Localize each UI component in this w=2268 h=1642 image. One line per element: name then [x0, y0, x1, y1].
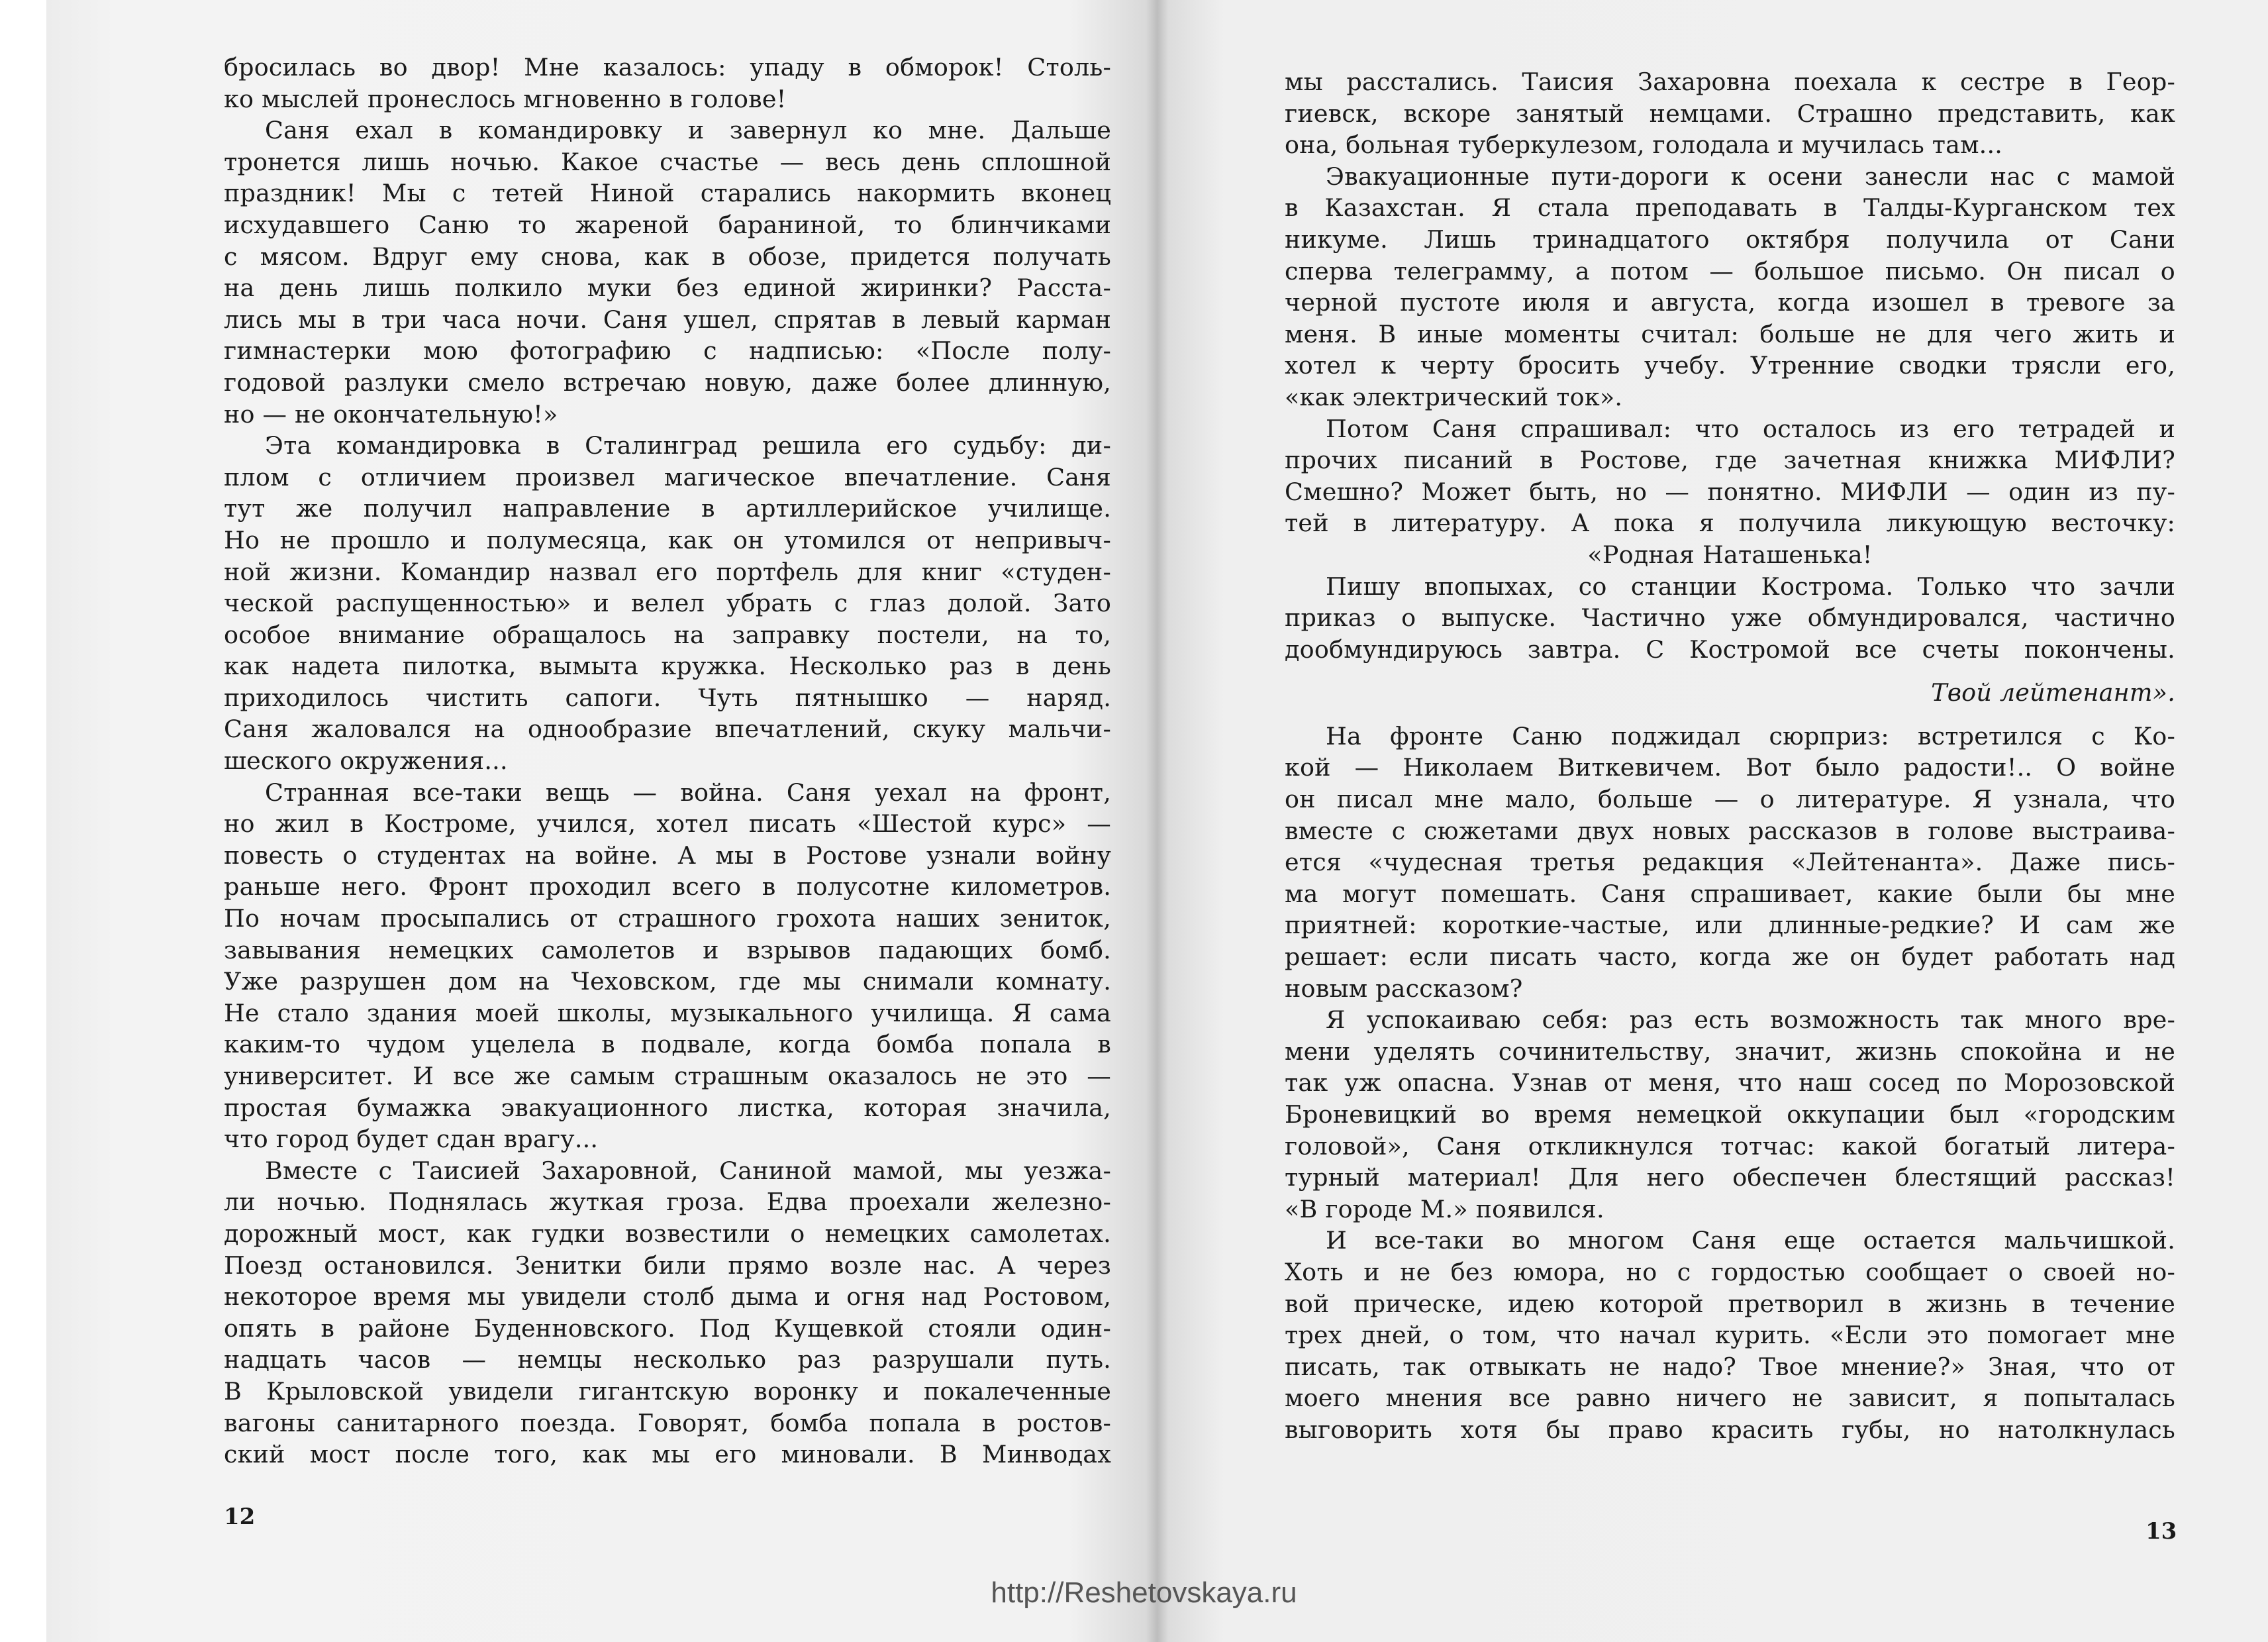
watermark-url[interactable]: http://Reshetovskaya.ru — [991, 1576, 1297, 1609]
text-line: Пишу впопыхах, со станции Кострома. Только что зачли — [1326, 572, 2175, 601]
text-line: новым рассказом? — [1285, 974, 1523, 1003]
text-line: исхудавшего Саню то жареной бараниной, то блинчиками — [224, 210, 1111, 239]
text-line: так уж опасна. Узнав от меня, что наш сосед по Морозовской — [1285, 1068, 2175, 1098]
text-line: никуме. Лишь тринадцатого октября получила от Сани — [1285, 225, 2175, 254]
text-line: простая бумажка эвакуационного листка, которая значила, — [224, 1093, 1111, 1122]
text-line: гимнастерки мою фотографию с надписью: «После полу- — [224, 336, 1111, 366]
text-line: Не стало здания моей школы, музыкального училища. Я сама — [224, 998, 1111, 1027]
text-line: особое внимание обращалось на заправку постели, на то, — [224, 620, 1111, 649]
text-line: трех дней, о том, что начал курить. «Если это помогает мне — [1285, 1321, 2175, 1350]
text-line: с мясом. Вдруг ему снова, как в обозе, придется получать — [224, 242, 1111, 271]
text-line: надцать часов — немцы несколько раз разрушали путь. — [224, 1345, 1111, 1374]
text-line: в Казахстан. Я стала преподавать в Талды-Курганском тех — [1285, 193, 2175, 223]
text-line: Саня ехал в командировку и завернул ко мне. Дальше — [265, 116, 1111, 145]
text-line: приходилось чистить сапоги. Чуть пятнышко — наряд. — [224, 683, 1111, 712]
text-line: меня. В иные моменты считал: больше не для чего жить и — [1285, 319, 2175, 348]
right-page — [1285, 66, 2175, 1446]
text-line: головой», Саня откликнулся тотчас: какой богатый литера- — [1285, 1131, 2175, 1160]
text-line: тронется лишь ночью. Какое счастье — весь день сплошной — [224, 147, 1111, 176]
page-number-left: 12 — [224, 1504, 256, 1530]
text-line: выговорить хотя бы право красить губы, но натолкнулась — [1285, 1415, 2175, 1444]
text-line: лись мы в три часа ночи. Саня ушел, спрятав в левый карман — [224, 305, 1111, 334]
text-line: некоторое время мы увидели столб дыма и огня над Ростовом, — [224, 1282, 1111, 1311]
text-line: как надета пилотка, вымыта кружка. Несколько раз в день — [224, 652, 1111, 681]
text-line: но жил в Костроме, учился, хотел писать «Шестой курс» — — [224, 809, 1111, 839]
text-line: В Крыловской увидели гигантскую воронку и покалеченные — [224, 1376, 1111, 1406]
text-line: завывания немецких самолетов и взрывов падающих бомб. — [224, 935, 1111, 964]
text-line: бросилась во двор! Мне казалось: упаду в обморок! Столь- — [224, 53, 1111, 81]
text-line: тут же получил направление в артиллерийское училище. — [224, 494, 1111, 523]
text-line: «В городе М.» появился. — [1285, 1194, 1604, 1223]
text-line: дообмундируюсь завтра. С Костромой все счеты покончены. — [1285, 635, 2175, 664]
text-line: писать, так отвыкать не надо? Твое мнение?» Зная, что от — [1285, 1352, 2175, 1381]
text-line: решает: если писать часто, когда же он будет работать над — [1285, 943, 2175, 972]
text-line: мы расстались. Таисия Захаровна поехала к сестре в Геор- — [1285, 68, 2175, 96]
text-line: Поезд остановился. Зенитки били прямо возле нас. А через — [224, 1251, 1111, 1280]
text-line: Эта командировка в Сталинград решила его судьбу: ди- — [265, 431, 1111, 460]
text-line: ко мыслей пронеслось мгновенно в голове! — [224, 84, 787, 113]
text-line: вагоны санитарного поезда. Говорят, бомба попала в ростов- — [224, 1408, 1111, 1437]
text-line: гиевск, вскоре занятый немцами. Страшно представить, как — [1285, 99, 2175, 128]
text-line: раньше него. Фронт проходил всего в полусотне километров. — [224, 872, 1111, 901]
text-line: По ночам просыпались от страшного грохота наших зениток, — [224, 904, 1111, 933]
text-line: университет. И все же самым страшным оказалось не это — — [224, 1062, 1111, 1090]
text-line: шеского окружения... — [224, 746, 508, 776]
text-line: тей в литературу. А пока я получила ликующую весточку: — [1285, 509, 2175, 538]
text-line: прочих писаний в Ростове, где зачетная книжка МИФЛИ? — [1285, 446, 2175, 475]
text-line: «Родная Наташенька! — [1587, 540, 1873, 569]
text-line: на день лишь полкило муки без единой жиринки? Расста- — [224, 274, 1111, 303]
text-line: плом с отличием произвел магическое впечатление. Саня — [224, 462, 1111, 491]
text-line: праздник! Мы с тетей Ниной старались накормить вконец — [224, 179, 1111, 208]
text-line: ма могут помешать. Саня спрашивает, какие были бы мне — [1285, 879, 2175, 908]
text-line: он писал мне мало, больше — о литературе. Я узнала, что — [1285, 785, 2175, 814]
text-line: «как электрический ток». — [1285, 382, 1623, 411]
text-line: вой прическе, идею которой претворил в жизнь в течение — [1285, 1289, 2175, 1318]
text-line: ется «чудесная третья редакция «Лейтенанта». Даже пись- — [1285, 848, 2175, 877]
text-line: Странная все-таки вещь — война. Саня уехал на фронт, — [265, 778, 1111, 807]
text-line: годовой разлуки смело встречаю новую, даже более длинную, — [224, 368, 1111, 397]
text-line: кой — Николаем Виткевичем. Вот было радости!.. О войне — [1285, 753, 2175, 782]
text-line: хотел к черту бросить учебу. Утренние сводки трясли его, — [1285, 351, 2175, 380]
text-line: дорожный мост, как гудки возвестили о немецких самолетах. — [224, 1219, 1111, 1248]
text-line: Броневицкий во время немецкой оккупации был «городским — [1285, 1100, 2175, 1129]
text-line: мени уделять сочинительству, значит, жизнь спокойна и не — [1285, 1037, 2175, 1066]
text-line: повесть о студентах на войне. А мы в Ростове узнали войну — [224, 841, 1111, 870]
text-line: моего мнения все равно ничего не зависит, я попыталась — [1285, 1384, 2175, 1413]
text-line: турный материал! Для него обеспечен блестящий рассказ! — [1285, 1163, 2175, 1192]
text-line: На фронте Саню поджидал сюрприз: встретился с Ко- — [1326, 721, 2175, 750]
text-line: Хоть и не без юмора, но с гордостью сообщает о своей но- — [1285, 1257, 2175, 1286]
text-line: приятней: короткие-частые, или длинные-редкие? И сам же — [1285, 911, 2175, 940]
text-line: сперва телеграмму, а потом — большое письмо. Он писал о — [1285, 256, 2175, 285]
text-line: Саня жаловался на однообразие впечатлений, скуку мальчи- — [224, 715, 1111, 744]
text-line: Потом Саня спрашивал: что осталось из его тетрадей и — [1326, 414, 2175, 443]
text-line: что город будет сдан врагу... — [224, 1125, 599, 1154]
text-line: Уже разрушен дом на Чеховском, где мы снимали комнату. — [224, 967, 1111, 996]
text-line: Я успокаиваю себя: раз есть возможность так много вре- — [1326, 1005, 2175, 1035]
text-line: Но не прошло и полумесяца, как он утомился от непривыч- — [224, 525, 1111, 554]
page-number-right: 13 — [2145, 1518, 2177, 1545]
text-line: И все-таки во многом Саня еще остается мальчишкой. — [1326, 1226, 2175, 1255]
watermark[interactable] — [0, 1576, 2268, 1610]
left-page — [224, 52, 1111, 1470]
text-line: каким-то чудом уцелела в подвале, когда бомба попала в — [224, 1030, 1111, 1059]
text-line: вместе с сюжетами двух новых рассказов в голове выстраива- — [1285, 816, 2175, 845]
text-line: Твой лейтенант». — [1931, 678, 2175, 707]
text-line: Эвакуационные пути-дороги к осени занесли нас с мамой — [1326, 162, 2175, 191]
text-line: но — не окончательную!» — [224, 399, 558, 429]
spacer — [1285, 665, 2175, 677]
text-line: приказ о выпуске. Частично уже обмундировался, частично — [1285, 603, 2175, 633]
spacer — [1285, 709, 2175, 721]
text-line: Смешно? Может быть, но — понятно. МИФЛИ — один из пу- — [1285, 477, 2175, 506]
text-line: Вместе с Таисией Захаровной, Саниной мамой, мы уезжа- — [265, 1156, 1111, 1185]
text-line: она, больная туберкулезом, голодала и мучилась там... — [1285, 130, 2003, 160]
text-line: ной жизни. Командир назвал его портфель для книг «студен- — [224, 557, 1111, 586]
text-line: ский мост после того, как мы его миновали. В Минводах — [224, 1440, 1111, 1469]
text-line: опять в районе Буденновского. Под Кущевкой стояли один- — [224, 1313, 1111, 1343]
text-line: ли ночью. Поднялась жуткая гроза. Едва проехали железно- — [224, 1188, 1111, 1217]
text-line: ческой распущенностью» и велел убрать с глаз долой. Зато — [224, 589, 1111, 618]
text-line: черной пустоте июля и августа, когда изошел в тревоге за — [1285, 288, 2175, 317]
book-spread — [46, 0, 2268, 1642]
